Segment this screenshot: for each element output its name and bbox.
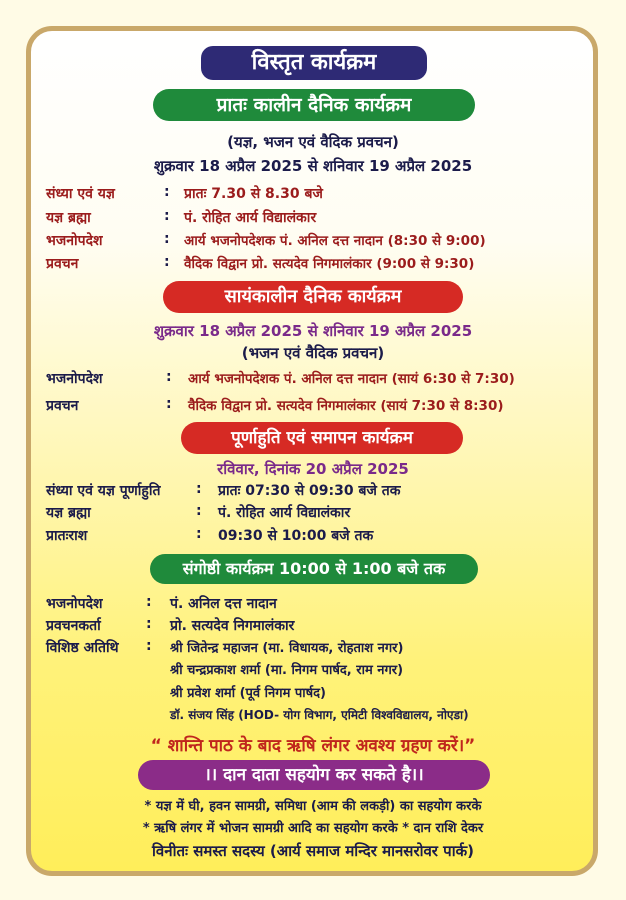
morning-heading: प्रातः कालीन दैनिक कार्यक्रम	[153, 89, 475, 121]
morning-subtitle: (यज्ञ, भजन एवं वैदिक प्रवचन)	[227, 133, 399, 151]
row-value: 09:30 से 10:00 बजे तक	[218, 528, 374, 544]
signoff-line: विनीतः समस्त सदस्य (आर्य समाज मन्दिर मानसरोवर पार्क)	[152, 842, 474, 860]
row-value: प्रो. सत्यदेव निगमालंकार	[170, 618, 295, 634]
row-label: संध्या एवं यज्ञ पूर्णाहुति	[46, 483, 161, 499]
evening-dates: शुक्रवार 18 अप्रैल 2025 से शनिवार 19 अप्रैल 2025	[153, 322, 473, 340]
closing-heading: पूर्णाहुति एवं समापन कार्यक्रम	[181, 422, 463, 454]
evening-subtitle: (भजन एवं वैदिक प्रवचन)	[241, 344, 385, 362]
evening-heading: सायंकालीन दैनिक कार्यक्रम	[163, 281, 463, 313]
row-separator: :	[196, 503, 202, 519]
row-separator: :	[164, 254, 170, 270]
guest-item: डॉ. संजय सिंह (HOD- योग विभाग, एमिटी विश्वविद्यालय, नोएडा)	[170, 708, 469, 722]
row-label: भजनोपदेश	[46, 371, 103, 387]
row-label: प्रवचनकर्ता	[46, 618, 101, 634]
row-label: प्रवचन	[46, 256, 79, 272]
row-value: पं. अनिल दत्त नादान	[170, 596, 277, 612]
closing-date: रविवार, दिनांक 20 अप्रैल 2025	[217, 460, 409, 478]
page-title: विस्तृत कार्यक्रम	[201, 46, 427, 80]
row-label: प्रवचन	[46, 398, 79, 414]
row-separator: :	[146, 638, 152, 654]
morning-dates: शुक्रवार 18 अप्रैल 2025 से शनिवार 19 अप्रैल 2025	[153, 157, 473, 175]
row-label: यज्ञ ब्रह्मा	[46, 210, 91, 226]
row-value: आर्य भजनोपदेशक पं. अनिल दत्त नादान (सायं 6:30 से 7:30)	[188, 371, 515, 387]
row-separator: :	[166, 369, 172, 385]
row-label: प्रातःराश	[46, 528, 88, 544]
donation-heading: ।। दान दाता सहयोग कर सकते है।।	[138, 760, 490, 790]
row-value: श्री जितेन्द्र महाजन (मा. विधायक, रोहताश नगर)	[170, 641, 404, 656]
guest-item: श्री प्रवेश शर्मा (पूर्व निगम पार्षद)	[170, 686, 326, 701]
row-separator: :	[164, 208, 170, 224]
row-value: वैदिक विद्वान प्रो. सत्यदेव निगमालंकार (9:00 से 9:30)	[184, 256, 475, 272]
row-value: पं. रोहित आर्य विद्यालंकार	[218, 505, 351, 521]
row-label: यज्ञ ब्रह्मा	[46, 505, 91, 521]
row-separator: :	[146, 594, 152, 610]
row-value: पं. रोहित आर्य विद्यालंकार	[184, 210, 317, 226]
row-value: प्रातः 7.30 से 8.30 बजे	[184, 186, 323, 202]
row-value: आर्य भजनोपदेशक पं. अनिल दत्त नादान (8:30 से 9:00)	[184, 233, 486, 249]
row-separator: :	[196, 481, 202, 497]
row-separator: :	[164, 184, 170, 200]
guest-item: श्री चन्द्रप्रकाश शर्मा (मा. निगम पार्षद, राम नगर)	[170, 663, 404, 678]
row-separator: :	[166, 396, 172, 412]
donation-line: * यज्ञ में घी, हवन सामग्री, समिधा (आम की लकड़ी) का सहयोग करके	[144, 799, 482, 814]
row-label: संध्या एवं यज्ञ	[46, 186, 115, 202]
row-separator: :	[164, 231, 170, 247]
row-separator: :	[196, 526, 202, 542]
row-value: वैदिक विद्वान प्रो. सत्यदेव निगमालंकार (सायं 7:30 से 8:30)	[188, 398, 504, 414]
seminar-heading: संगोष्ठी कार्यक्रम 10:00 से 1:00 बजे तक	[150, 554, 478, 584]
row-label: भजनोपदेश	[46, 233, 103, 249]
donation-line: * ऋषि लंगर में भोजन सामग्री आदि का सहयोग करके * दान राशि देकर	[142, 821, 484, 836]
row-value: प्रातः 07:30 से 09:30 बजे तक	[218, 483, 401, 499]
row-separator: :	[146, 616, 152, 632]
row-label: भजनोपदेश	[46, 596, 103, 612]
row-label: विशिष्ठ अतिथि	[46, 640, 119, 656]
shanti-notice: “ शान्ति पाठ के बाद ऋषि लंगर अवश्य ग्रहण करें।”	[150, 736, 476, 756]
